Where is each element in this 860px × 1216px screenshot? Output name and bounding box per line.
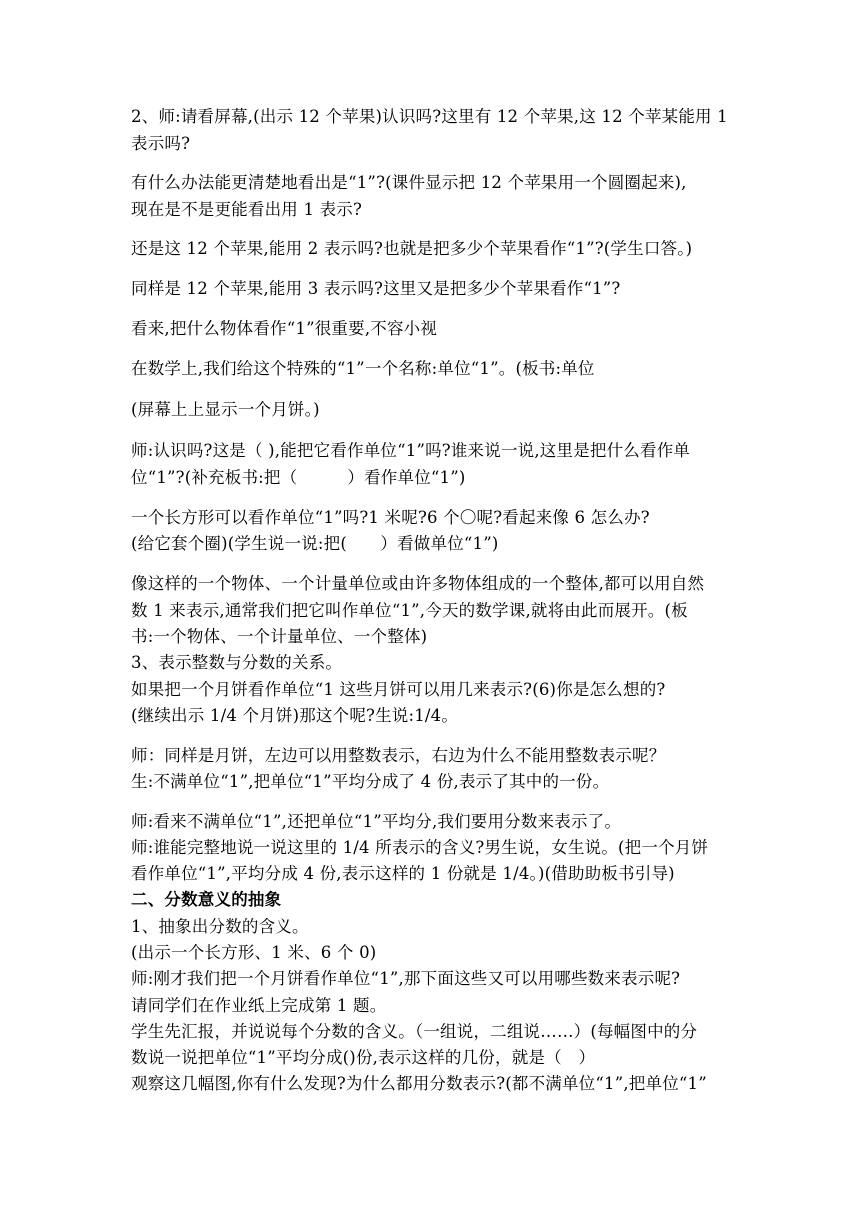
text-line: 如果把一个月饼看作单位“1 这些月饼可以用几来表示?(6)你是怎么想的?: [131, 680, 666, 699]
text-line: 数说一说把单位“1”平均分成()份,表示这样的几份，就是（ ）: [131, 1048, 596, 1067]
text-line: 师:认识吗?这是（ ),能把它看作单位“1”吗?谁来说一说,这里是把什么看作单: [131, 441, 691, 460]
section-heading: 二、分数意义的抽象: [131, 890, 282, 909]
text-line: (给它套个圈)(学生说一说:把( ）看做单位“1”): [131, 534, 499, 553]
text-line: (屏幕上上显示一个月饼。): [131, 400, 320, 419]
text-line: 请同学们在作业纸上完成第 1 题。: [131, 996, 387, 1015]
text-line: 看来,把什么物体看作“1”很重要,不容小视: [131, 319, 438, 338]
text-line: 2、师:请看屏幕,(出示 12 个苹果)认识吗?这里有 12 个苹果,这 12 个苹某能用 1: [131, 107, 728, 126]
text-line: 位“1”?(补充板书:把（ ）看作单位“1”): [131, 468, 466, 487]
text-line: 师:谁能完整地说一说这里的 1/4 所表示的含义?男生说，女生说。(把一个月饼: [131, 838, 709, 857]
text-line: 像这样的一个物体、一个计量单位或由许多物体组成的一个整体,都可以用自然: [131, 574, 705, 593]
text-line: 现在是不是更能看出用 1 表示?: [131, 200, 363, 219]
text-line: 数 1 来表示,通常我们把它叫作单位“1”,今天的数学课,就将由此而展开。(板: [131, 601, 688, 620]
text-line: 观察这几幅图,你有什么发现?为什么都用分数表示?(都不满单位“1”,把单位“1”: [131, 1074, 707, 1093]
text-line: (继续出示 1/4 个月饼)那这个呢?生说:1/4。: [131, 706, 459, 725]
text-line: 3、表示整数与分数的关系。: [131, 653, 343, 672]
text-line: 表示吗?: [131, 134, 191, 153]
text-line: 看作单位“1”,平均分成 4 份,表示这样的 1 份就是 1/4。)(借助助板书引导): [131, 864, 675, 883]
text-line: 有什么办法能更清楚地看出是“1”?(课件显示把 12 个苹果用一个圆圈起来),: [131, 173, 687, 192]
text-line: 师:看来不满单位“1”,还把单位“1”平均分,我们要用分数来表示了。: [131, 812, 622, 831]
text-line: 还是这 12 个苹果,能用 2 表示吗?也就是把多少个苹果看作“1”?(学生口答。): [131, 239, 693, 258]
text-line: 在数学上,我们给这个特殊的“1”一个名称:单位“1”。(板书:单位: [131, 359, 595, 378]
text-line: 学生先汇报，并说说每个分数的含义。（一组说，二组说……）(每幅图中的分: [131, 1022, 698, 1041]
text-line: (出示一个长方形、1 米、6 个 0): [131, 943, 377, 962]
text-line: 书:一个物体、一个计量单位、一个整体): [131, 627, 428, 646]
text-line: 1、抽象出分数的含义。: [131, 917, 309, 936]
text-line: 一个长方形可以看作单位“1”吗?1 米呢?6 个〇呢?看起来像 6 怎么办?: [131, 508, 650, 527]
text-line: 师:刚才我们把一个月饼看作单位“1”,那下面这些又可以用哪些数来表示呢?: [131, 969, 681, 988]
text-line: 同样是 12 个苹果,能用 3 表示吗?这里又是把多少个苹果看作“1”?: [131, 279, 621, 298]
text-line: 师：同样是月饼，左边可以用整数表示，右边为什么不能用整数表示呢？: [131, 746, 666, 765]
text-line: 生:不满单位“1”,把单位“1”平均分成了 4 份,表示了其中的一份。: [131, 772, 610, 791]
